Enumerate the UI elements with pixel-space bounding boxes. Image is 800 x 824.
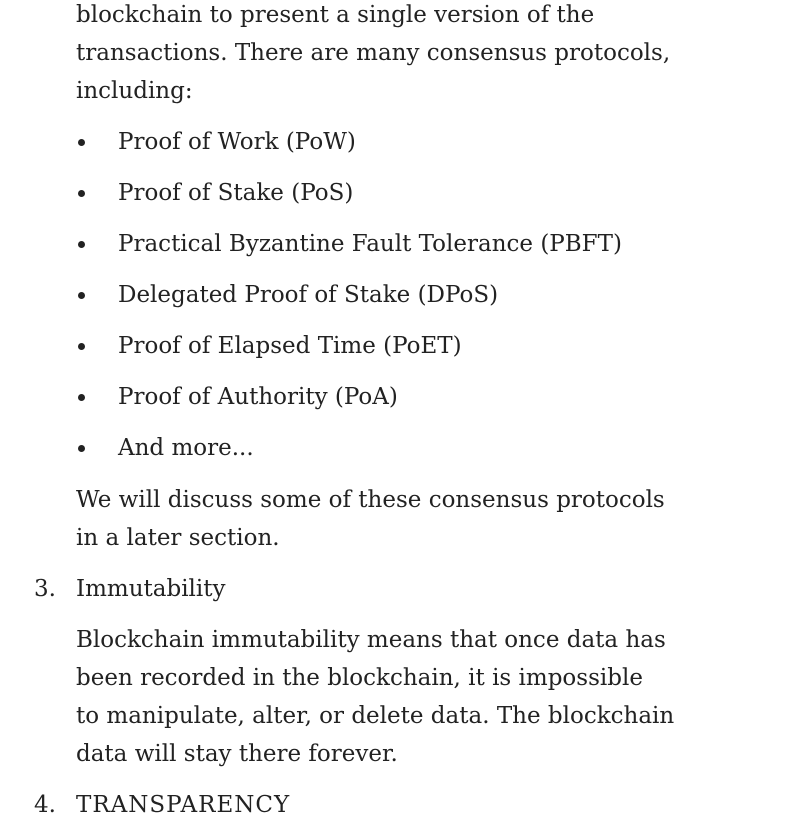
intro-line: transactions. There are many consensus protocols, (76, 40, 671, 66)
section-number: 3. (34, 576, 56, 602)
bullet-icon (78, 139, 85, 146)
discussion-line: in a later section. (76, 525, 280, 551)
section-body-line: Blockchain immutability means that once data has (76, 627, 666, 653)
bullet-icon (78, 292, 85, 299)
discussion-line: We will discuss some of these consensus protocols (76, 487, 665, 513)
bullet-icon (78, 241, 85, 248)
list-item-label: Proof of Elapsed Time (PoET) (118, 333, 462, 359)
list-item-label: Proof of Authority (PoA) (118, 384, 398, 410)
section-number: 4. (34, 792, 56, 818)
bullet-icon (78, 394, 85, 401)
bullet-icon (78, 445, 85, 452)
section-body-line: data will stay there forever. (76, 741, 398, 767)
intro-line: including: (76, 78, 193, 104)
section-title: TRANSPARENCY (76, 792, 291, 818)
list-item-label: Proof of Work (PoW) (118, 129, 356, 155)
section-title: Immutability (76, 576, 226, 602)
bullet-icon (78, 190, 85, 197)
section-body-line: been recorded in the blockchain, it is impossible (76, 665, 643, 691)
list-item-label: And more... (118, 435, 254, 461)
bullet-icon (78, 343, 85, 350)
intro-line: blockchain to present a single version of the (76, 2, 595, 28)
list-item-label: Proof of Stake (PoS) (118, 180, 354, 206)
section-body-line: to manipulate, alter, or delete data. The blockchain (76, 703, 675, 729)
list-item-label: Practical Byzantine Fault Tolerance (PBFT) (118, 231, 622, 257)
list-item-label: Delegated Proof of Stake (DPoS) (118, 282, 499, 308)
